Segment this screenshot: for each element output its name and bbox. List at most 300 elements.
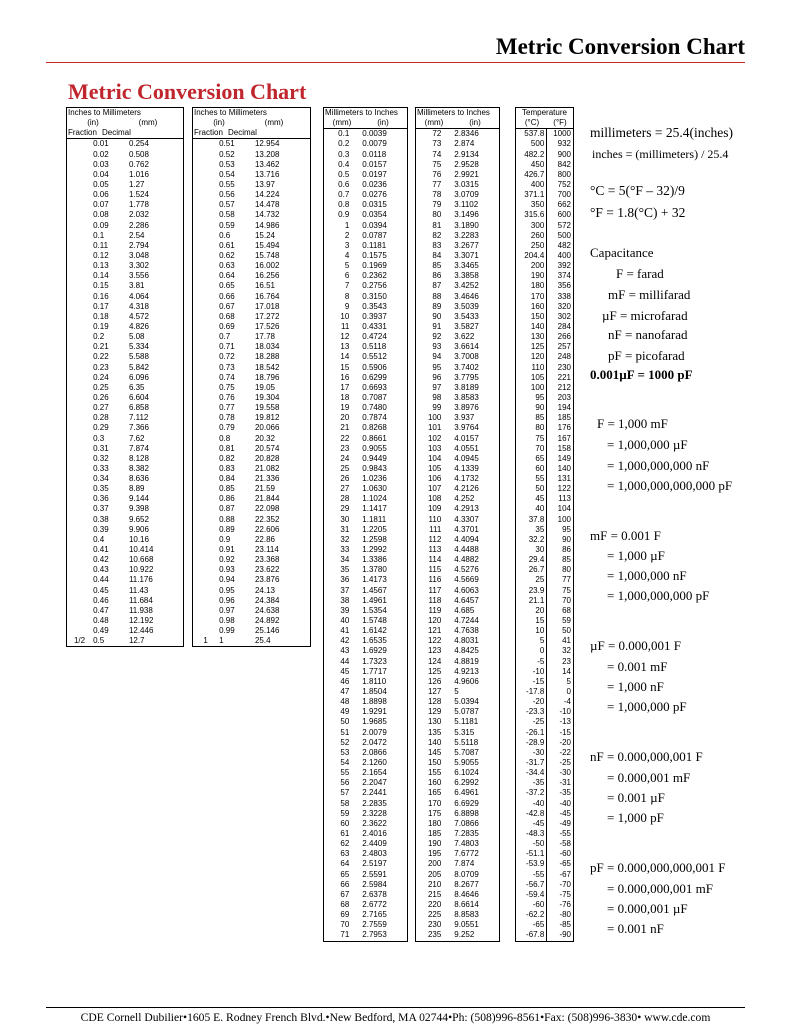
table-row: [193, 241, 310, 251]
picofarad-def: pF = picofarad: [608, 348, 685, 363]
table-row: [516, 484, 573, 494]
table-row: [416, 717, 499, 727]
table-row: [67, 281, 183, 291]
cell-mm: 6.858: [128, 403, 149, 413]
cell-decimal: 0.76: [219, 392, 235, 402]
table-row: [416, 758, 499, 768]
cell-inches: 0.5118: [362, 342, 387, 352]
cell-mm: 5: [344, 261, 350, 271]
cell-celsius: 537.8: [516, 129, 547, 139]
cell-fahrenheit: -58: [559, 839, 571, 849]
cell-mm: 87: [432, 281, 442, 291]
col-header-mm: (mm): [332, 118, 352, 128]
cell-inches: 1.8898: [362, 697, 387, 707]
cell-celsius: -20: [516, 697, 547, 707]
cell-fraction: [67, 423, 92, 433]
cell-fahrenheit: 203: [557, 392, 571, 402]
cell-fahrenheit: 800: [557, 169, 571, 179]
formula-f: °F = 1.8(°C) + 32: [590, 205, 686, 220]
table-row: [193, 292, 310, 302]
cell-fahrenheit: -25: [559, 758, 571, 767]
cell-mm: 64: [340, 859, 350, 869]
table-row: [416, 778, 499, 788]
cell-mm: 13: [340, 342, 350, 352]
table-row: [324, 870, 407, 880]
table-row: [416, 393, 499, 403]
cell-mm: 1.27: [128, 179, 145, 189]
table-row: [516, 697, 573, 707]
table-row: [324, 859, 407, 869]
mf-equals-3: = 1,000,000 nF: [607, 568, 687, 583]
formula-mm: millimeters = 25.4(inches): [590, 125, 733, 140]
table-header: [324, 108, 407, 129]
cell-inches: 1.8110: [362, 676, 387, 686]
cell-mm: 21.844: [254, 494, 280, 504]
cell-mm: 30: [340, 514, 350, 524]
cell-fahrenheit: 600: [557, 210, 571, 220]
cell-celsius: 100: [516, 383, 547, 393]
table-row: [416, 616, 499, 626]
cell-inches: 6.1024: [454, 768, 479, 778]
cell-inches: 6.8898: [454, 808, 479, 818]
table-row: [416, 545, 499, 555]
cell-fraction: [193, 484, 218, 494]
table-row: [67, 221, 183, 231]
cell-inches: 0.0394: [362, 220, 387, 230]
table-row: [193, 423, 310, 433]
cell-decimal: 0.58: [219, 210, 235, 220]
table-row: [416, 667, 499, 677]
cell-decimal: 0.02: [93, 149, 109, 159]
cell-mm: 2.032: [128, 210, 149, 220]
cell-fahrenheit: 5: [566, 676, 571, 686]
cell-decimal: 0.34: [93, 474, 109, 484]
cell-decimal: 0.26: [93, 392, 109, 402]
pf-equals-1: pF = 0.000,000,000,001 F: [590, 860, 726, 875]
table-row: [324, 342, 407, 352]
cell-celsius: 500: [516, 139, 547, 149]
cell-mm: 21.59: [254, 484, 275, 494]
cell-decimal: 0.74: [219, 372, 235, 382]
table-row: [324, 504, 407, 514]
cell-inches: 1.1811: [362, 514, 387, 524]
cell-fahrenheit: 75: [562, 585, 571, 595]
cell-decimal: 0.15: [93, 281, 109, 291]
col-header-in: (in): [469, 118, 481, 128]
cell-mm: 47: [340, 687, 350, 697]
cell-decimal: 0.16: [93, 291, 109, 301]
cell-celsius: 45: [516, 494, 547, 504]
cell-inches: 0.3937: [362, 311, 387, 321]
table-row: [416, 900, 499, 910]
table-row: [193, 494, 310, 504]
cell-inches: 1.3386: [362, 555, 387, 565]
table-row: [516, 342, 573, 352]
cell-mm: 18.542: [254, 362, 280, 372]
cell-mm: 41: [340, 626, 350, 636]
cell-fahrenheit: -20: [559, 737, 571, 747]
cell-inches: 0.5906: [362, 362, 387, 372]
cell-mm: 0.4: [338, 159, 350, 169]
table-row: [324, 788, 407, 798]
cell-inches: 2.4016: [362, 828, 387, 838]
table-row: [416, 322, 499, 332]
table-row: [416, 829, 499, 839]
cell-mm: 24.638: [254, 605, 280, 615]
table-row: [416, 200, 499, 210]
cell-fraction: [67, 616, 92, 626]
cell-decimal: 0.36: [93, 494, 109, 504]
table-row: [324, 170, 407, 180]
table-row: [416, 251, 499, 261]
pf-equals-3: = 0.000,001 µF: [607, 901, 688, 916]
table-row: [67, 271, 183, 281]
cell-mm: 225: [427, 910, 442, 920]
cell-celsius: 300: [516, 221, 547, 231]
cell-mm: 37: [340, 585, 350, 595]
cell-inches: 0.9055: [362, 443, 387, 453]
cell-inches: 4.2913: [454, 504, 479, 514]
cell-mm: 170: [427, 798, 442, 808]
cell-mm: 19.558: [254, 403, 280, 413]
cell-decimal: 0.2: [93, 332, 105, 342]
cell-mm: 15.748: [254, 250, 280, 260]
table-row: [416, 373, 499, 383]
cell-mm: 0.254: [128, 139, 149, 149]
table-row: [67, 535, 183, 545]
table-row: [67, 352, 183, 362]
cell-celsius: 200: [516, 261, 547, 271]
cell-decimal: 0.09: [93, 220, 109, 230]
cell-celsius: -55: [516, 870, 547, 880]
cell-decimal: 0.3: [93, 433, 105, 443]
cell-fraction: [193, 606, 218, 616]
table-row: [193, 373, 310, 383]
table-row: [193, 606, 310, 616]
cell-fraction: [193, 332, 218, 342]
cell-celsius: -67.8: [516, 930, 547, 940]
cell-mm: 10.16: [128, 534, 149, 544]
cell-fahrenheit: 230: [557, 362, 571, 372]
cell-celsius: 125: [516, 342, 547, 352]
cell-inches: 2.6772: [362, 899, 387, 909]
table-row: [324, 393, 407, 403]
cell-inches: 0.3150: [362, 291, 387, 301]
cell-mm: 52: [340, 737, 350, 747]
nanofarad-def: nF = nanofarad: [608, 327, 688, 342]
f-equals-3: = 1,000,000,000 nF: [607, 458, 710, 473]
table-row: [516, 667, 573, 677]
cell-decimal: 0.75: [219, 382, 235, 392]
cell-celsius: 50: [516, 484, 547, 494]
table-row: [67, 586, 183, 596]
cell-inches: 1.1024: [362, 494, 387, 504]
cell-mm: 107: [427, 484, 442, 494]
cell-celsius: -15: [516, 677, 547, 687]
table-row: [324, 383, 407, 393]
cell-fahrenheit: 212: [557, 382, 571, 392]
cell-mm: 9.398: [128, 504, 149, 514]
cell-inches: 0.8661: [362, 433, 387, 443]
cell-mm: 69: [340, 910, 350, 920]
cell-inches: 3.1102: [454, 200, 479, 210]
table-row: [324, 920, 407, 930]
cell-decimal: 0.97: [219, 605, 235, 615]
table-row: [516, 788, 573, 798]
table-header: [193, 108, 310, 139]
cell-celsius: 40: [516, 504, 547, 514]
cell-mm: 20.32: [254, 433, 275, 443]
table-row: [516, 474, 573, 484]
cell-fraction: [193, 352, 218, 362]
table-row: [193, 413, 310, 423]
table-row: [324, 180, 407, 190]
table-row: [67, 494, 183, 504]
cell-inches: 4.4488: [454, 545, 479, 555]
cell-mm: 135: [427, 727, 442, 737]
table-row: [516, 241, 573, 251]
table-row: [67, 170, 183, 180]
cell-mm: 22.352: [254, 514, 280, 524]
cell-fraction: [67, 434, 92, 444]
cell-mm: 16.51: [254, 281, 275, 291]
cell-fraction: [67, 474, 92, 484]
cell-mm: 0.9: [338, 210, 350, 220]
table-row: [193, 352, 310, 362]
millifarad-def: mF = millifarad: [608, 287, 691, 302]
cell-mm: 2.54: [128, 230, 145, 240]
cell-mm: 120: [427, 616, 442, 626]
cell-inches: 2.2047: [362, 778, 387, 788]
nf-equals-4: = 1,000 pF: [607, 810, 664, 825]
cell-inches: 1.8504: [362, 687, 387, 697]
cell-fraction: [67, 403, 92, 413]
temperature-table: [515, 107, 574, 942]
cell-fraction: [67, 596, 92, 606]
cell-fahrenheit: 104: [557, 504, 571, 514]
cell-inches: 1.7323: [362, 656, 387, 666]
cell-fraction: [67, 484, 92, 494]
table-row: [324, 210, 407, 220]
cell-mm: 10.414: [128, 545, 154, 555]
cell-inches: 3.2677: [454, 240, 479, 250]
cell-fraction: [67, 565, 92, 575]
cell-decimal: 0.49: [93, 626, 109, 636]
cell-inches: 4.3701: [454, 524, 479, 534]
cell-celsius: -31.7: [516, 758, 547, 768]
cell-mm: 22.098: [254, 504, 280, 514]
table-row: [516, 748, 573, 758]
cell-mm: 0.1: [338, 129, 350, 139]
table-row: [516, 920, 573, 930]
cell-celsius: 29.4: [516, 555, 547, 565]
formula-in: inches = (millimeters) / 25.4: [592, 147, 729, 161]
cell-fahrenheit: 400: [557, 250, 571, 260]
cell-mm: 58: [340, 798, 350, 808]
cell-inches: 0.0118: [362, 149, 387, 159]
cell-mm: 9.652: [128, 514, 149, 524]
table-row: [67, 373, 183, 383]
cell-fraction: [193, 281, 218, 291]
cell-mm: 6.604: [128, 392, 149, 402]
cell-fahrenheit: -70: [559, 879, 571, 889]
cell-inches: 0.0315: [362, 200, 387, 210]
cell-mm: 109: [427, 504, 442, 514]
table-row: [67, 555, 183, 565]
cell-celsius: -45: [516, 819, 547, 829]
cell-fraction: [67, 139, 92, 149]
cell-mm: 19: [340, 403, 350, 413]
cell-decimal: 0.9: [219, 534, 231, 544]
table-row: [416, 281, 499, 291]
table-row: [324, 413, 407, 423]
cell-mm: 6: [344, 271, 350, 281]
cell-mm: 63: [340, 849, 350, 859]
table-row: [516, 606, 573, 616]
table-row: [416, 454, 499, 464]
table-row: [416, 261, 499, 271]
table-row: [324, 423, 407, 433]
cell-inches: 5.0787: [454, 707, 479, 717]
cell-fraction: [67, 312, 92, 322]
table-row: [516, 413, 573, 423]
table-row: [324, 586, 407, 596]
cell-fahrenheit: 284: [557, 321, 571, 331]
table-row: [324, 190, 407, 200]
cell-fahrenheit: 167: [557, 433, 571, 443]
table-row: [516, 271, 573, 281]
uf-pf-note: 0.001µF = 1000 pF: [590, 367, 693, 382]
table-row: [416, 210, 499, 220]
table-row: [193, 251, 310, 261]
cell-mm: 10.668: [128, 555, 154, 565]
cell-mm: 15.24: [254, 230, 275, 240]
cell-inches: 0.5512: [362, 352, 387, 362]
table-row: [193, 261, 310, 271]
cell-celsius: -28.9: [516, 738, 547, 748]
cell-mm: 56: [340, 778, 350, 788]
cell-fraction: [67, 383, 92, 393]
cell-mm: 185: [427, 828, 442, 838]
table-row: [516, 150, 573, 160]
page-title: Metric Conversion Chart: [495, 34, 745, 59]
cell-mm: 0.6: [338, 179, 350, 189]
cell-fahrenheit: -15: [559, 727, 571, 737]
cell-mm: 33: [340, 545, 350, 555]
cell-mm: 10.922: [128, 565, 154, 575]
cell-inches: 8.8583: [454, 910, 479, 920]
cell-inches: 2.3622: [362, 818, 387, 828]
cell-fraction: [67, 210, 92, 220]
cell-celsius: 180: [516, 281, 547, 291]
table-row: [324, 890, 407, 900]
cell-mm: 70: [340, 920, 350, 930]
cell-mm: 18.288: [254, 352, 280, 362]
f-equals-4: = 1,000,000,000,000 pF: [607, 478, 733, 493]
table-row: [67, 251, 183, 261]
table-row: [416, 170, 499, 180]
cell-fahrenheit: 392: [557, 261, 571, 271]
uf-equals-3: = 1,000 nF: [607, 679, 664, 694]
cell-mm: 102: [427, 433, 442, 443]
table-row: [193, 231, 310, 241]
cell-inches: 1.0630: [362, 484, 387, 494]
cell-fraction: [193, 565, 218, 575]
mf-equals-2: = 1,000 µF: [607, 548, 665, 563]
cell-inches: 0.6693: [362, 382, 387, 392]
nf-equals-2: = 0.000,001 mF: [607, 770, 691, 785]
table-title: Temperature: [522, 108, 567, 117]
cell-inches: 1.9685: [362, 717, 387, 727]
cell-fraction: [193, 454, 218, 464]
inches-to-mm-table-1: [66, 107, 184, 647]
table-row: [67, 342, 183, 352]
cell-mm: 16: [340, 372, 350, 382]
cell-inches: 3.7402: [454, 362, 479, 372]
cell-fraction: [193, 434, 218, 444]
cell-mm: 4.318: [128, 301, 149, 311]
cell-mm: 25.4: [254, 636, 271, 646]
cell-decimal: 0.69: [219, 321, 235, 331]
cell-celsius: -65: [516, 920, 547, 930]
cell-inches: 3.7008: [454, 352, 479, 362]
table-row: [324, 657, 407, 667]
table-row: [193, 342, 310, 352]
uf-equals-4: = 1,000,000 pF: [607, 699, 687, 714]
table-row: [193, 180, 310, 190]
cell-inches: 0.0157: [362, 159, 387, 169]
cell-fahrenheit: 70: [562, 595, 571, 605]
cell-mm: 13.462: [254, 159, 280, 169]
col-header-mm: (mm): [138, 118, 158, 128]
cell-mm: 121: [427, 626, 442, 636]
cell-mm: 83: [432, 240, 442, 250]
cell-fahrenheit: 90: [562, 534, 571, 544]
cell-fraction: [193, 545, 218, 555]
table-row: [516, 890, 573, 900]
cell-mm: 4.572: [128, 311, 149, 321]
cell-mm: 18: [340, 392, 350, 402]
cell-fahrenheit: -45: [559, 808, 571, 818]
cell-mm: 122: [427, 636, 442, 646]
cell-fraction: [67, 271, 92, 281]
cell-fahrenheit: -35: [559, 788, 571, 798]
cell-mm: 205: [427, 869, 442, 879]
table-body: [416, 129, 499, 940]
cell-fraction: [67, 413, 92, 423]
cell-decimal: 0.98: [219, 616, 235, 626]
cell-fraction: [67, 454, 92, 464]
cell-decimal: 0.27: [93, 403, 109, 413]
cell-mm: 6.096: [128, 372, 149, 382]
cell-decimal: 0.7: [219, 332, 231, 342]
table-row: [67, 423, 183, 433]
cell-mm: 7.874: [128, 443, 149, 453]
cell-mm: 21.336: [254, 474, 280, 484]
cell-fraction: [67, 251, 92, 261]
cell-fahrenheit: 85: [562, 555, 571, 565]
cell-inches: 0.4331: [362, 321, 387, 331]
table-row: [416, 342, 499, 352]
cell-mm: 14.986: [254, 220, 280, 230]
cell-mm: 100: [427, 413, 442, 423]
cell-celsius: -50: [516, 839, 547, 849]
cell-inches: 1.4567: [362, 585, 387, 595]
cell-fraction: [67, 444, 92, 454]
table-row: [193, 312, 310, 322]
cell-inches: 1.5354: [362, 605, 387, 615]
table-row: [324, 221, 407, 231]
